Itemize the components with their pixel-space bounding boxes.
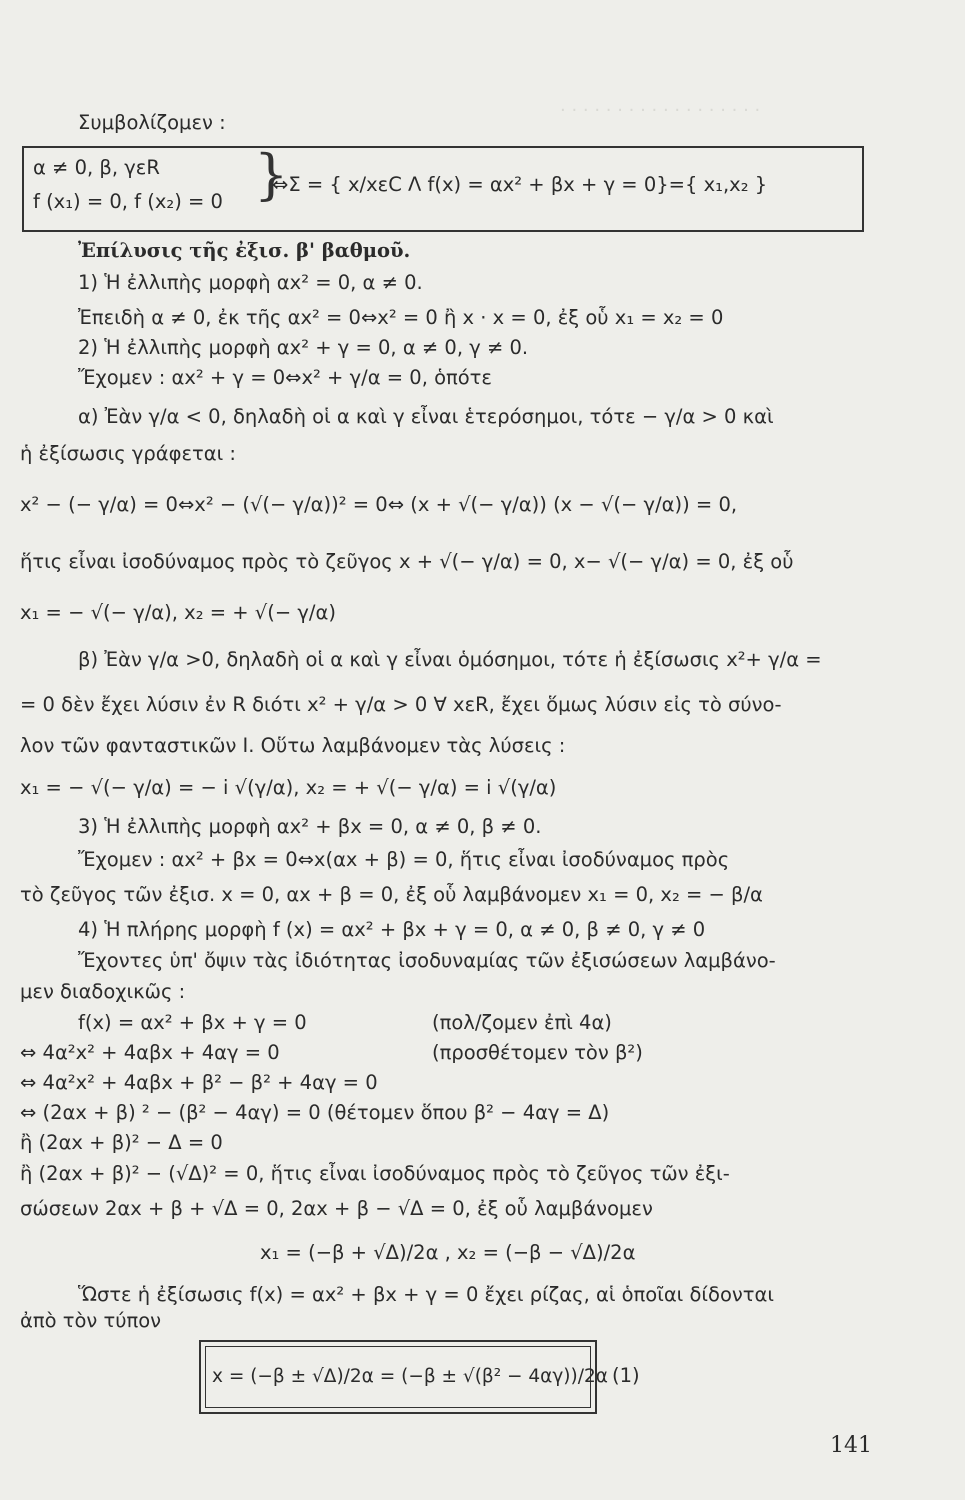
- derivation-note: (πολ/ζομεν ἐπὶ 4α): [432, 1011, 612, 1034]
- text-line: 4) Ἡ πλήρης μορφὴ f (x) = αx² + βx + γ = 0, α ≠ 0, β ≠ 0, γ ≠ 0: [78, 918, 706, 941]
- derivation-note: (προσθέτομεν τὸν β²): [432, 1041, 643, 1064]
- text-line: Ἔχοντες ὑπ' ὄψιν τὰς ἰδιότητας ἰσοδυναμίας τῶν ἐξισώσεων λαμβάνο-: [78, 949, 776, 972]
- derivation-step: ⇔ 4α²x² + 4αβx + 4αγ = 0: [20, 1041, 280, 1064]
- definition-set: ⇔Σ = { x/xεC Λ f(x) = αx² + βx + γ = 0}={ x₁,x₂ }: [272, 173, 768, 196]
- text-line: μεν διαδοχικῶς :: [20, 980, 186, 1003]
- section-heading: Ἐπίλυσις τῆς ἐξισ. β' βαθμοῦ.: [78, 239, 411, 262]
- bleed-through-text: · · · · · · · · · · · · · · · · · ·: [560, 100, 761, 121]
- text-line: β) Ἐὰν γ/α >0, δηλαδὴ οἱ α καὶ γ εἶναι ὁμόσημοι, τότε ἡ ἐξίσωσις x²+ γ/α =: [78, 648, 822, 671]
- text-line: σώσεων 2αx + β + √Δ = 0, 2αx + β − √Δ = 0, ἐξ οὗ λαμβάνομεν: [20, 1197, 653, 1220]
- quadratic-formula: x = (−β ± √Δ)/2α = (−β ± √(β² − 4αγ))/2α: [212, 1366, 608, 1387]
- derivation-step: f(x) = αx² + βx + γ = 0: [78, 1011, 307, 1034]
- equation-number: (1): [612, 1364, 640, 1387]
- equation-line: x² − (− γ/α) = 0⇔x² − (√(− γ/α))² = 0⇔ (x + √(− γ/α)) (x − √(− γ/α)) = 0,: [20, 493, 738, 516]
- equation-line: x₁ = − √(− γ/α), x₂ = + √(− γ/α): [20, 601, 336, 624]
- text-line: Ἔχομεν : αx² + γ = 0⇔x² + γ/α = 0, ὁπότε: [78, 366, 492, 389]
- text-line: 1) Ἡ ἐλλιπὴς μορφὴ αx² = 0, α ≠ 0.: [78, 271, 423, 294]
- text-line: ἥτις εἶναι ἰσοδύναμος πρὸς τὸ ζεῦγος x + √(− γ/α) = 0, x− √(− γ/α) = 0, ἐξ οὗ: [20, 550, 794, 573]
- text-line: α) Ἐὰν γ/α < 0, δηλαδὴ οἱ α καὶ γ εἶναι ἑτερόσημοι, τότε − γ/α > 0 καὶ: [78, 405, 774, 428]
- definition-condition-1: α ≠ 0, β, γεR: [33, 156, 160, 179]
- equation-line: x₁ = − √(− γ/α) = − i √(γ/α), x₂ = + √(− γ/α) = i √(γ/α): [20, 776, 557, 799]
- intro-line: Συμβολίζομεν :: [78, 111, 226, 134]
- text-line: = 0 δὲν ἔχει λύσιν ἐν R διότι x² + γ/α > 0 ∀ xεR, ἔχει ὅμως λύσιν εἰς τὸ σύνο-: [20, 693, 782, 716]
- text-line: Ὥστε ἡ ἐξίσωσις f(x) = αx² + βx + γ = 0 ἔχει ρίζας, αἱ ὁποῖαι δίδονται: [78, 1283, 774, 1306]
- definition-condition-2: f (x₁) = 0, f (x₂) = 0: [33, 190, 223, 213]
- text-line: ἡ ἐξίσωσις γράφεται :: [20, 442, 236, 465]
- text-line: 3) Ἡ ἐλλιπὴς μορφὴ αx² + βx = 0, α ≠ 0, β ≠ 0.: [78, 815, 542, 838]
- text-line: ἀπὸ τὸν τύπον: [20, 1309, 162, 1332]
- text-line: Ἐπειδὴ α ≠ 0, ἐκ τῆς αx² = 0⇔x² = 0 ἢ x · x = 0, ἐξ οὗ x₁ = x₂ = 0: [78, 306, 724, 329]
- derivation-step: ἢ (2αx + β)² − Δ = 0: [20, 1131, 223, 1154]
- text-line: τὸ ζεῦγος τῶν ἐξισ. x = 0, αx + β = 0, ἐξ οὗ λαμβάνομεν x₁ = 0, x₂ = − β/α: [20, 883, 763, 906]
- derivation-step: ⇔ (2αx + β) ² − (β² − 4αγ) = 0 (θέτομεν ὅπου β² − 4αγ = Δ): [20, 1101, 610, 1124]
- derivation-step: ἢ (2αx + β)² − (√Δ)² = 0, ἥτις εἶναι ἰσοδύναμος πρὸς τὸ ζεῦγος τῶν ἐξι-: [20, 1162, 730, 1185]
- page-number: 141: [830, 1433, 872, 1458]
- roots-equation: x₁ = (−β + √Δ)/2α , x₂ = (−β − √Δ)/2α: [260, 1241, 636, 1264]
- text-line: Ἔχομεν : αx² + βx = 0⇔x(αx + β) = 0, ἥτις εἶναι ἰσοδύναμος πρὸς: [78, 848, 730, 871]
- text-line: λον τῶν φανταστικῶν I. Οὕτω λαμβάνομεν τὰς λύσεις :: [20, 734, 566, 757]
- right-brace-icon: }: [254, 143, 289, 206]
- derivation-step: ⇔ 4α²x² + 4αβx + β² − β² + 4αγ = 0: [20, 1071, 378, 1094]
- text-line: 2) Ἡ ἐλλιπὴς μορφὴ αx² + γ = 0, α ≠ 0, γ ≠ 0.: [78, 336, 529, 359]
